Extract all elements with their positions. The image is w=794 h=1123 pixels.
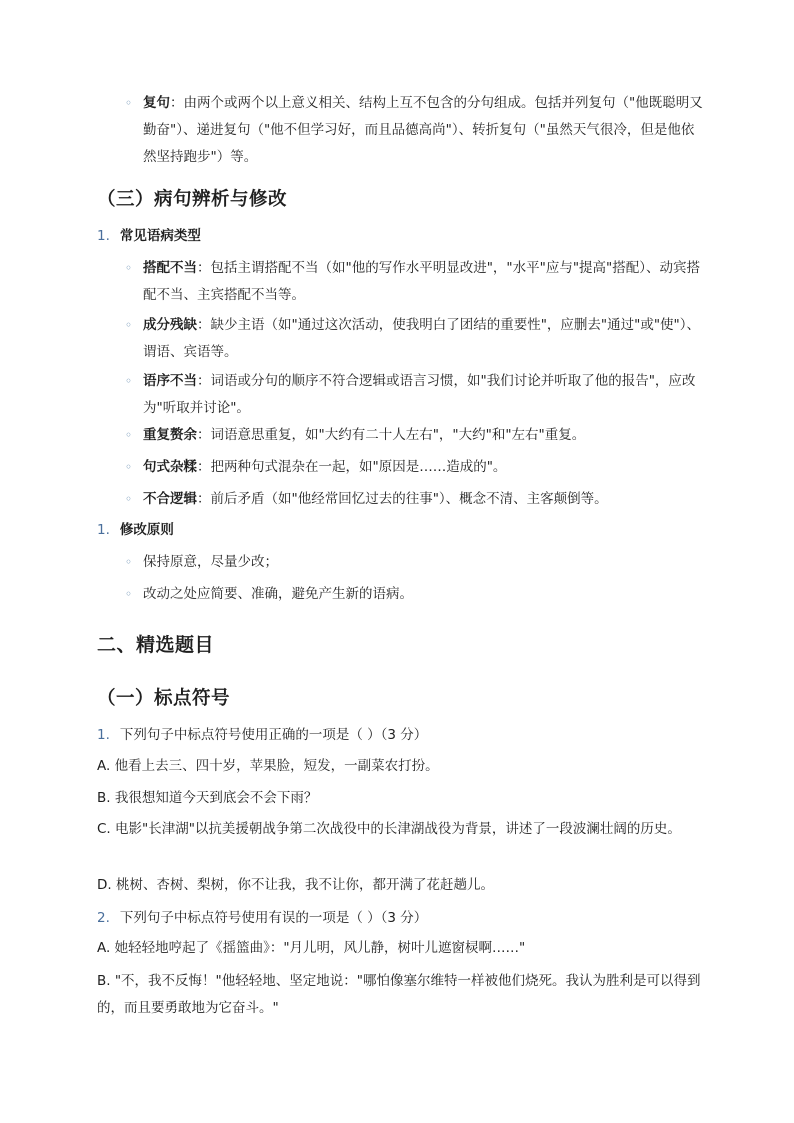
question-number: 1. xyxy=(97,727,110,743)
bullet-icon: ◦ xyxy=(125,318,133,332)
list-item xyxy=(125,549,703,576)
description: ：由两个或两个以上意义相关、结构上互不包含的分句组成。包括并列复句（"他既聪明又勤奋"）、递进复句（"他不但学习好，而且品德高尚"）、转折复句（"虽然天气很冷，但是他依然坚持跑步"）等。 xyxy=(143,95,703,165)
numbered-list-heading xyxy=(97,226,201,246)
bullet-icon: ◦ xyxy=(125,96,133,110)
description: 改动之处应简要、准确，避免产生新的语病。 xyxy=(143,586,413,602)
description: ：前后矛盾（如"他经常回忆过去的往事"）、概念不清、主客颠倒等。 xyxy=(197,491,608,507)
answer-option: D. 桃树、杏树、梨树，你不让我，我不让你，都开满了花赶趟儿。 xyxy=(97,877,494,893)
bullet-icon: ◦ xyxy=(125,261,133,275)
answer-option: B. 我很想知道今天到底会不会下雨？ xyxy=(97,790,318,806)
list-number: 1. xyxy=(97,522,110,538)
section-heading: （三）病句辨析与修改 xyxy=(97,189,288,210)
list-item xyxy=(125,486,703,513)
answer-option: C. 电影"长津湖"以抗美援朝战争第二次战役中的长津湖战役为背景，讲述了一段波澜壮阔的历史。 xyxy=(97,821,681,837)
term: 复句 xyxy=(143,95,170,111)
description: 保持原意，尽量少改； xyxy=(143,554,278,570)
answer-option: A. 他看上去三、四十岁，苹果脸，短发，一副菜农打扮。 xyxy=(97,758,439,774)
bullet-icon: ◦ xyxy=(125,492,133,506)
description: ：词语或分句的顺序不符合逻辑或语言习惯，如"我们讨论并听取了他的报告"，应改为"听取并讨论"。 xyxy=(143,373,696,416)
list-item xyxy=(125,368,703,422)
question-stem xyxy=(97,908,427,928)
question-stem xyxy=(97,725,427,745)
list-item xyxy=(125,90,703,171)
term: 语序不当 xyxy=(143,373,197,389)
term: 句式杂糅 xyxy=(143,459,197,475)
bullet-icon: ◦ xyxy=(125,374,133,388)
question-text: 下列句子中标点符号使用正确的一项是（ ）（3 分） xyxy=(119,727,428,743)
question-number: 2. xyxy=(97,910,110,926)
term: 成分残缺 xyxy=(143,317,197,333)
description: ：词语意思重复，如"大约有二十人左右"，"大约"和"左右"重复。 xyxy=(197,427,586,443)
list-item xyxy=(125,312,703,366)
bullet-icon: ◦ xyxy=(125,460,133,474)
term: 搭配不当 xyxy=(143,260,197,276)
answer-option: B. "不，我不反悔！"他轻轻地、坚定地说："哪怕像塞尔维特一样被他们烧死。我认为胜利是可以得到的，而且要勇敢地为它奋斗。" xyxy=(97,973,701,1016)
section-heading: 二、精选题目 xyxy=(97,634,215,656)
bullet-icon: ◦ xyxy=(125,555,133,569)
term: 重复赘余 xyxy=(143,427,197,443)
description: ：缺少主语（如"通过这次活动，使我明白了团结的重要性"，应删去"通过"或"使"）、谓语、宾语等。 xyxy=(143,317,701,360)
bullet-icon: ◦ xyxy=(125,428,133,442)
term: 不合逻辑 xyxy=(143,491,197,507)
list-item xyxy=(125,581,703,608)
numbered-list-heading xyxy=(97,520,174,540)
list-item xyxy=(125,255,703,309)
list-label: 常见语病类型 xyxy=(119,228,201,244)
description: ：把两种句式混杂在一起，如"原因是……造成的"。 xyxy=(197,459,507,475)
list-number: 1. xyxy=(97,228,110,244)
list-item xyxy=(125,454,703,481)
subsection-heading: （一）标点符号 xyxy=(97,688,231,709)
description: ：包括主谓搭配不当（如"他的写作水平明显改进"，"水平"应与"提高"搭配）、动宾搭配不当、主宾搭配不当等。 xyxy=(143,260,701,303)
list-label: 修改原则 xyxy=(119,522,174,538)
answer-option: A. 她轻轻地哼起了《摇篮曲》："月儿明，风儿静，树叶儿遮窗棂啊……" xyxy=(97,940,526,956)
list-item xyxy=(125,422,703,449)
bullet-icon: ◦ xyxy=(125,587,133,601)
question-text: 下列句子中标点符号使用有误的一项是（ ）（3 分） xyxy=(119,910,428,926)
